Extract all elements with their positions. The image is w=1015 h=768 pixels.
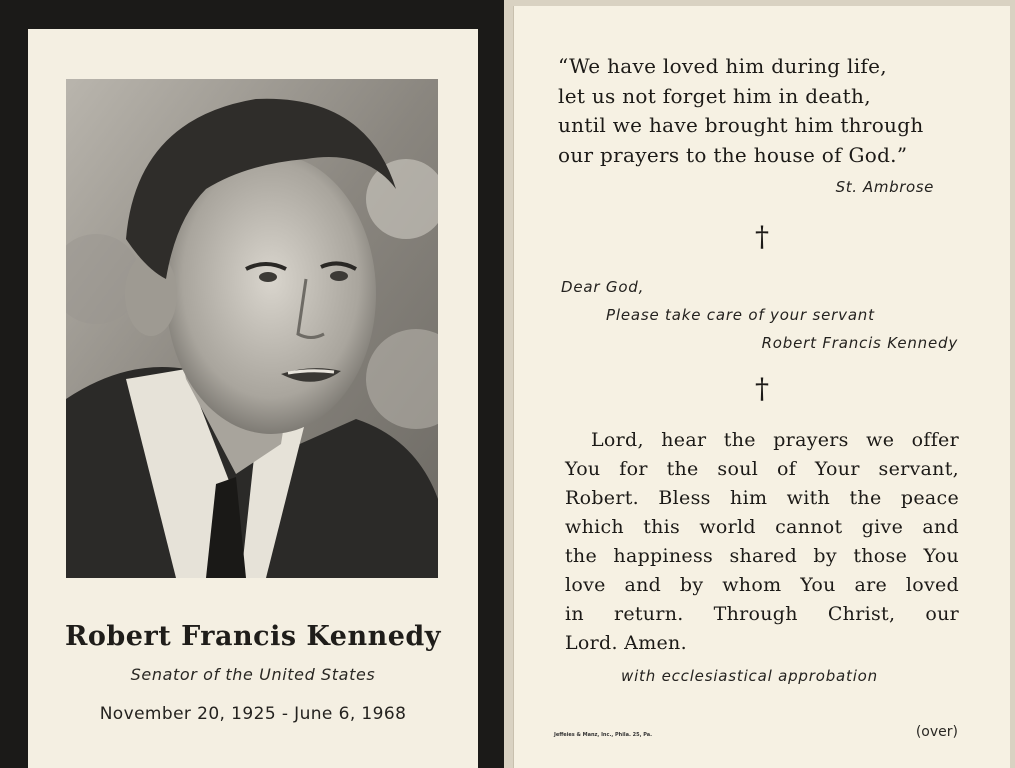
over-note: (over) <box>915 724 958 740</box>
quote-line: our prayers to the house of God.” <box>558 142 908 167</box>
prayer-line: Lord, hear the prayers we offer <box>591 429 959 451</box>
quote-line: let us not forget him in death, <box>558 83 871 108</box>
prayer-line: the happiness shared by those You <box>565 545 959 567</box>
quote-line: “We have loved him during life, <box>558 54 887 78</box>
card-front-panel <box>28 29 478 768</box>
life-dates: November 20, 1925 - June 6, 1968 <box>99 704 407 724</box>
please-line: Please take care of your servant <box>606 306 875 324</box>
approbation-note: with ecclesiastical approbation <box>621 667 878 685</box>
prayer-line: You for the soul of Your servant, <box>565 458 959 480</box>
quote-line: until we have brought him through <box>558 113 924 137</box>
portrait-photo <box>66 79 438 578</box>
dear-god-line: Dear God, <box>561 278 645 296</box>
prayer-line: love and by whom You are loved <box>565 574 959 596</box>
portrait-image <box>66 79 438 578</box>
prayer-line: Lord. Amen. <box>565 632 687 654</box>
prayer-line: in return. Through Christ, our <box>565 603 959 625</box>
memorial-card-back <box>513 6 1010 768</box>
quote-author: St. Ambrose <box>835 178 934 196</box>
deceased-name: Robert Francis Kennedy <box>64 621 441 652</box>
prayer-line: Robert. Bless him with the peace <box>565 487 959 509</box>
cross-icon: † <box>755 372 769 405</box>
printer-imprint: Jeffeies & Manz, Inc., Phila. 25, Pa. <box>554 732 653 738</box>
deceased-title: Senator of the United States <box>130 665 376 684</box>
memorial-card-front <box>0 0 504 768</box>
servant-name: Robert Francis Kennedy <box>761 334 958 352</box>
prayer-text <box>565 426 959 658</box>
cross-icon: † <box>755 220 769 253</box>
ambrose-quote <box>558 52 958 170</box>
prayer-line: which this world cannot give and <box>565 516 959 538</box>
